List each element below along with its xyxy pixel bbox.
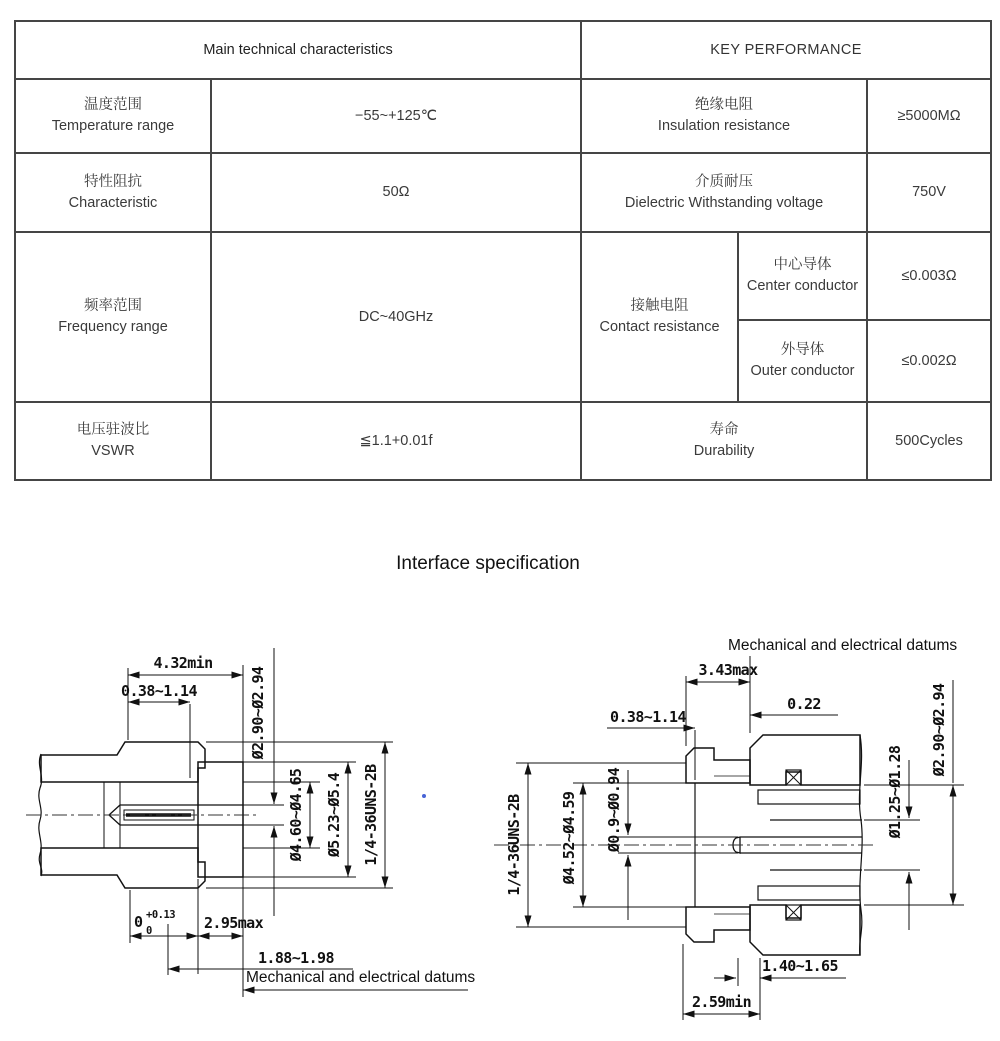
right-body-section (494, 735, 874, 955)
left-tol-upper: +0.13 (146, 909, 176, 921)
cell-temperature-label (15, 79, 211, 153)
vswr-label-en: VSWR (91, 443, 135, 459)
impedance-label-cn: 特性阻抗 (84, 173, 142, 190)
left-dim-socket-depth: 1.88~1.98 (258, 949, 334, 967)
table-row-temperature (15, 79, 991, 153)
right-nut-upper-hatch (686, 748, 750, 783)
cell-frequency-value: DC~40GHz (211, 232, 581, 402)
cell-durability-value: 500Cycles (867, 402, 991, 480)
right-datum-label: Mechanical and electrical datums (728, 637, 958, 654)
contact-label-cn: 接触电阻 (630, 298, 689, 315)
table-row-impedance (15, 153, 991, 232)
dielectric-label-en: Dielectric Withstanding voltage (624, 194, 824, 211)
vswr-label-cn: 电压驻波比 (76, 422, 150, 439)
left-tol-base: 0 (134, 913, 143, 931)
right-dia-thread-bore: Ø4.52~Ø4.59 (560, 791, 578, 885)
cell-frequency-label (15, 232, 211, 402)
right-dim-shoulder: 1.40~1.65 (762, 957, 838, 975)
cell-insulation-label (581, 79, 867, 153)
header-key-performance: KEY PERFORMANCE (581, 21, 991, 79)
temperature-label-cn: 温度范围 (84, 97, 142, 114)
outer-conductor-cn: 外导体 (780, 342, 825, 359)
right-sleeve-upper-hatch (758, 790, 860, 804)
insulation-label-en: Insulation resistance (657, 118, 791, 134)
right-thread-spec: 1/4-36UNS-2B (505, 794, 523, 896)
spec-table (14, 20, 992, 481)
right-dim-pin-recess: 0.38~1.14 (610, 708, 686, 726)
left-thread-spec: 1/4-36UNS-2B (362, 764, 380, 866)
left-dia-outer-bore: Ø5.23~Ø5.4 (325, 772, 343, 858)
cell-dielectric-label (581, 153, 867, 232)
left-body-section (26, 742, 260, 888)
right-dia-outer-bore: Ø2.90~Ø2.94 (930, 683, 948, 777)
left-shell-upper-hatch (41, 742, 205, 782)
right-dia-support-bore: Ø1.25~Ø1.28 (886, 745, 904, 839)
left-mating-plane-block (198, 762, 243, 877)
cell-impedance-label (15, 153, 211, 232)
artifact-dot (422, 794, 426, 798)
left-datum-label: Mechanical and electrical datums (246, 969, 476, 986)
cell-dielectric-value: 750V (867, 153, 991, 232)
outer-conductor-en: Outer conductor (750, 363, 855, 379)
table-header-row (15, 21, 991, 79)
right-dia-pin: Ø0.9~Ø0.94 (605, 767, 623, 853)
cell-center-conductor-label (738, 232, 867, 320)
left-dim-thread-length: 4.32min (153, 654, 213, 672)
cell-outer-conductor-label (738, 320, 867, 402)
left-dia-socket-bore: Ø2.90~Ø2.94 (249, 666, 267, 760)
left-connector-drawing (8, 618, 520, 1041)
left-dim-pin-recess: 0.38~1.14 (121, 682, 197, 700)
right-dim-gasket-gap: 0.22 (787, 695, 821, 713)
cell-temperature-value: −55~+125℃ (211, 79, 581, 153)
cell-outer-conductor-value: ≤0.002Ω (867, 320, 991, 402)
right-shell-upper-hatch (750, 735, 860, 785)
cell-impedance-value: 50Ω (211, 153, 581, 232)
dielectric-label-cn: 介质耐压 (695, 173, 754, 190)
left-shell-lower-hatch (41, 848, 205, 888)
right-dim-nut-length: 3.43max (698, 661, 758, 679)
right-shell-lower-hatch (750, 905, 860, 955)
cell-vswr-value: ≦1.1+0.01f (211, 402, 581, 480)
right-nut-lower-hatch (686, 907, 750, 942)
section-title: Interface specification (396, 553, 580, 574)
center-conductor-en: Center conductor (746, 278, 859, 294)
contact-label-en: Contact resistance (599, 319, 720, 335)
right-connector-drawing (488, 618, 1000, 1041)
durability-label-cn: 寿命 (709, 422, 739, 439)
insulation-label-cn: 绝缘电阻 (695, 97, 754, 114)
left-tol-lower: 0 (146, 925, 152, 937)
left-dim-recess-max: 2.95max (204, 914, 264, 932)
cell-insulation-value: ≥5000MΩ (867, 79, 991, 153)
cell-vswr-label (15, 402, 211, 480)
left-dia-dielectric-bore: Ø4.60~Ø4.65 (287, 768, 305, 862)
cell-durability-label (581, 402, 867, 480)
cell-contact-label (581, 232, 738, 402)
cell-center-conductor-value: ≤0.003Ω (867, 232, 991, 320)
impedance-label-en: Characteristic (68, 194, 158, 211)
temperature-label-en: Temperature range (51, 118, 175, 134)
center-conductor-cn: 中心导体 (773, 257, 832, 274)
right-dim-engagement: 2.59min (692, 993, 752, 1011)
durability-label-en: Durability (693, 443, 755, 459)
frequency-label-en: Frequency range (58, 319, 168, 335)
table-row-frequency-center (15, 232, 991, 320)
right-sleeve-lower-hatch (758, 886, 860, 900)
header-main-characteristics: Main technical characteristics (15, 21, 581, 79)
table-row-vswr (15, 402, 991, 480)
frequency-label-cn: 频率范围 (84, 298, 142, 315)
